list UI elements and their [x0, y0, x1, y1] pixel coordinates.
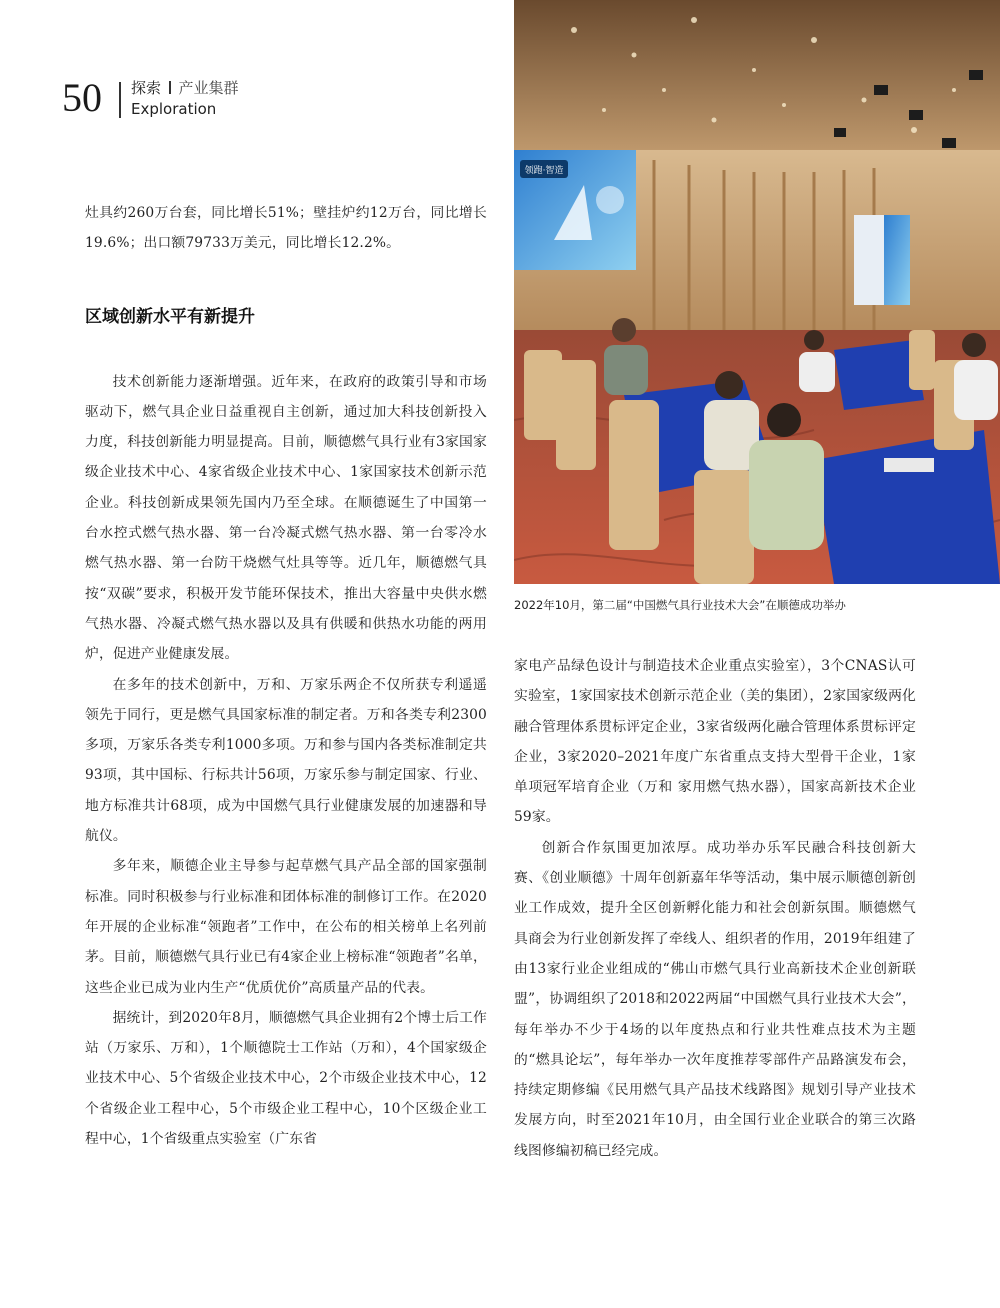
section-title: 探索 [131, 79, 162, 97]
body-paragraph: 创新合作氛围更加浓厚。成功举办乐军民融合科技创新大赛、《创业顺德》十周年创新嘉年华等活动，集中展示顺德创新创业工作成效，提升全区创新孵化能力和社会创新氛围。顺德燃气具商会为行业创新发挥了牵线人、组织者的作用，2019年组建了由13家行业企业组成的“佛山市燃气具行业高新技术企业创新联盟”，协调组织了2018和2022两届“中国燃气具行业技术大会”，每年举办不少于4场的以年度热点和行业共性难点技术为主题的“燃具论坛”，每年举办一次年度推荐零部件产品路演发布会，持续定期修编《民用燃气具产品技术线路图》规划引导产业技术发展方向，时至2021年10月，由全国行业企业联合的第三次路线图修编初稿已经完成。 [514, 839, 916, 1159]
intro-paragraph: 灶具约260万台套，同比增长51%；壁挂炉约12万台，同比增长19.6%；出口额79733万美元，同比增长12.2%。 [85, 205, 487, 252]
section-heading: 区域创新水平有新提升 [85, 306, 255, 327]
page-number: 50 [62, 75, 102, 120]
body-paragraph: 多年来，顺德企业主导参与起草燃气具产品全部的国家强制标准。同时积极参与行业标准和团体标准的制修订工作。在2020年开展的企业标准“领跑者”工作中，在公布的相关榜单上名列前茅。目前，顺德燃气具行业已有4家企业上榜标准“领跑者”名单，这些企业已成为业内生产“优质优价”高质量产品的代表。 [85, 858, 487, 996]
body-paragraph: 家电产品绿色设计与制造技术企业重点实验室），3个CNAS认可实验室，1家国家技术创新示范企业（美的集团），2家国家级两化融合管理体系贯标评定企业，3家省级两化融合管理体系贯标评定企业，3家2020–2021年度广东省重点支持大型骨干企业，1家单项冠军培育企业（万和 家用燃气热水器），国家高新技术企业59家。 [514, 658, 916, 826]
photo-caption: 2022年10月，第二届“中国燃气具行业技术大会”在顺德成功举办 [514, 598, 846, 612]
right-column [514, 651, 916, 1166]
section-separator [169, 81, 171, 94]
screen-logo-text: 领跑·智造 [524, 166, 564, 176]
heading-spacer [85, 349, 487, 367]
section-title-en: Exploration [131, 100, 217, 118]
left-column [85, 198, 487, 1154]
body-paragraph: 技术创新能力逐渐增强。近年来，在政府的政策引导和市场驱动下，燃气具企业日益重视自主创新，通过加大科技创新投入力度，科技创新能力明显提高。目前，顺德燃气具行业有3家国家级企业技术中心、4家省级企业技术中心、1家国家技术创新示范企业。科技创新成果领先国内乃至全球。在顺德诞生了中国第一台水控式燃气热水器、第一台冷凝式燃气热水器、第一台零冷水燃气热水器、第一台防干烧燃气灶具等等。近几年，顺德燃气具按“双碳”要求，积极开发节能环保技术，推出大容量中央供水燃气热水器、冷凝式燃气热水器以及具有供暖和供热水功能的两用炉，促进产业健康发展。 [85, 373, 487, 663]
subsection-title: 产业集群 [178, 79, 239, 97]
header-divider [119, 82, 121, 118]
section-label [131, 78, 239, 98]
conference-photo [514, 0, 1000, 584]
body-paragraph: 据统计，到2020年8月，顺德燃气具企业拥有2个博士后工作站（万家乐、万和），1个顺德院士工作站（万和），4个国家级企业技术中心、5个省级企业技术中心，2个市级企业技术中心，12个省级企业工程中心，5个市级企业工程中心，10个区级企业工程中心，1个省级重点实验室（广东省 [85, 1009, 487, 1148]
body-paragraph: 在多年的技术创新中，万和、万家乐两企不仅所获专利遥遥领先于同行，更是燃气具国家标准的制定者。万和各类专利2300多项，万家乐各类专利1000多项。万和参与国内各类标准制定共93项，其中国标、行标共计56项，万家乐参与制定国家、行业、地方标准共计68项，成为中国燃气具行业健康发展的加速器和导航仪。 [85, 676, 487, 845]
